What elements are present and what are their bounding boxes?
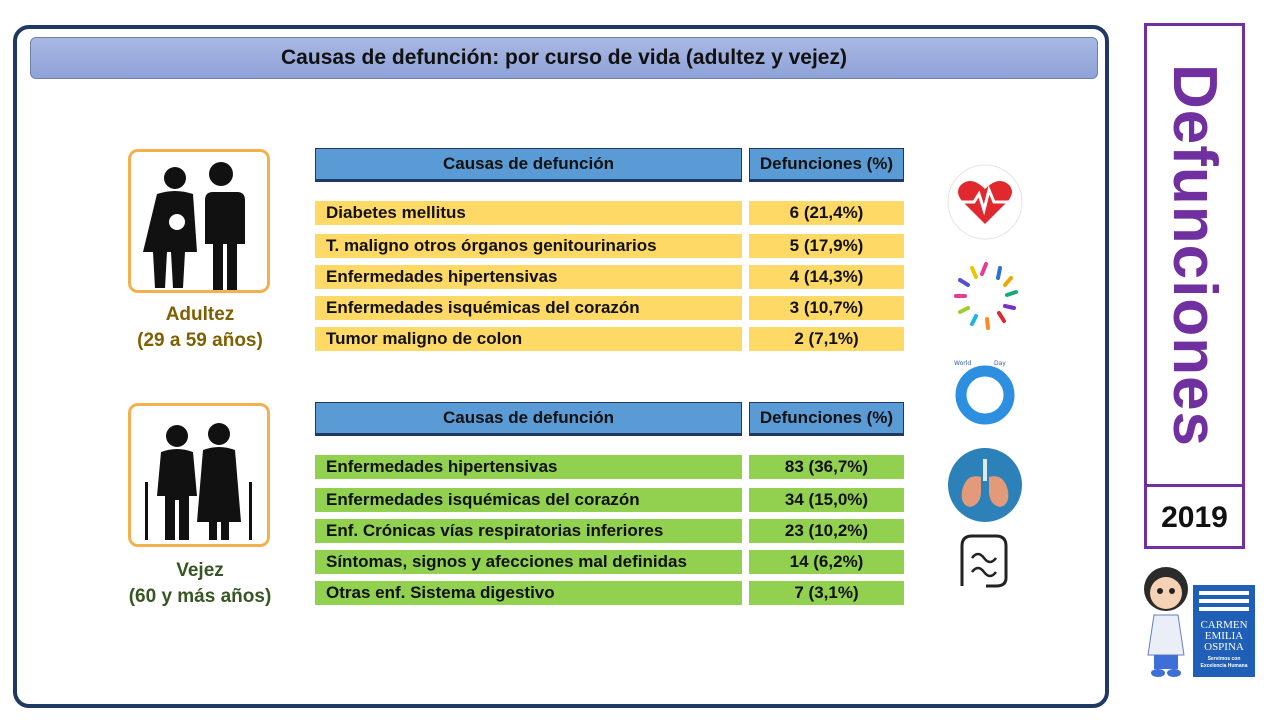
diabetes-ring-icon — [948, 355, 1022, 436]
logo-slogan2: Excelencia Humana — [1200, 663, 1248, 669]
elder-row-cause: Enfermedades hipertensivas — [315, 455, 742, 479]
adult-group-label — [110, 302, 290, 354]
adult-row-cause: Tumor maligno de colon — [315, 327, 742, 351]
elder-row-value: 7 (3,1%) — [749, 581, 904, 605]
elder-row-value: 34 (15,0%) — [749, 488, 904, 512]
side-title: Defunciones — [1160, 63, 1230, 447]
adult-row-cause: T. maligno otros órganos genitourinarios — [315, 234, 742, 258]
ribbons-icon — [946, 258, 1026, 339]
logo-line1: CARMEN — [1200, 619, 1248, 631]
ese-logo — [1193, 585, 1255, 677]
logo-line3: OSPINA — [1204, 641, 1244, 653]
adult-row-value: 5 (17,9%) — [749, 234, 904, 258]
lungs-icon — [946, 447, 1024, 528]
adult-col-header-value: Defunciones (%) — [749, 148, 904, 182]
adult-col-header-cause: Causas de defunción — [315, 148, 742, 182]
heart-icon — [946, 164, 1024, 245]
adult-row-value: 3 (10,7%) — [749, 296, 904, 320]
elder-row-cause: Síntomas, signos y afecciones mal definidas — [315, 550, 742, 574]
svg-text:World: World — [954, 360, 972, 367]
adult-row-value: 4 (14,3%) — [749, 265, 904, 289]
adult-row-cause: Enfermedades hipertensivas — [315, 265, 742, 289]
intestine-icon — [950, 528, 1016, 599]
side-word-container — [1148, 54, 1242, 456]
ese-mark-icon — [1193, 585, 1255, 615]
elder-label-line2: (60 y más años) — [128, 586, 272, 607]
adult-row-cause: Diabetes mellitus — [315, 201, 742, 225]
elder-row-cause: Enfermedades isquémicas del corazón — [315, 488, 742, 512]
page-title: Causas de defunción: por curso de vida (adultez y vejez) — [30, 37, 1098, 79]
adult-label-line1: Adultez — [165, 304, 235, 325]
elder-col-header-value: Defunciones (%) — [749, 402, 904, 436]
adult-row-cause: Enfermedades isquémicas del corazón — [315, 296, 742, 320]
elder-row-value: 23 (10,2%) — [749, 519, 904, 543]
elder-row-value: 83 (36,7%) — [749, 455, 904, 479]
year-label: 2019 — [1144, 484, 1245, 549]
elder-group-label — [108, 558, 292, 610]
elder-row-cause: Enf. Crónicas vías respiratorias inferiores — [315, 519, 742, 543]
logo-line2: EMILIA — [1204, 630, 1244, 642]
logo-slogan1: Servimos con — [1207, 656, 1241, 662]
adult-couple-icon — [128, 149, 270, 293]
elder-col-header-cause: Causas de defunción — [315, 402, 742, 436]
elderly-couple-icon — [128, 403, 270, 547]
elder-row-cause: Otras enf. Sistema digestivo — [315, 581, 742, 605]
nurse-mascot — [1134, 563, 1198, 686]
elder-row-value: 14 (6,2%) — [749, 550, 904, 574]
adult-label-line2: (29 a 59 años) — [137, 330, 263, 351]
adult-row-value: 2 (7,1%) — [749, 327, 904, 351]
elder-label-line1: Vejez — [176, 560, 224, 581]
svg-text:Day: Day — [994, 360, 1006, 367]
adult-row-value: 6 (21,4%) — [749, 201, 904, 225]
